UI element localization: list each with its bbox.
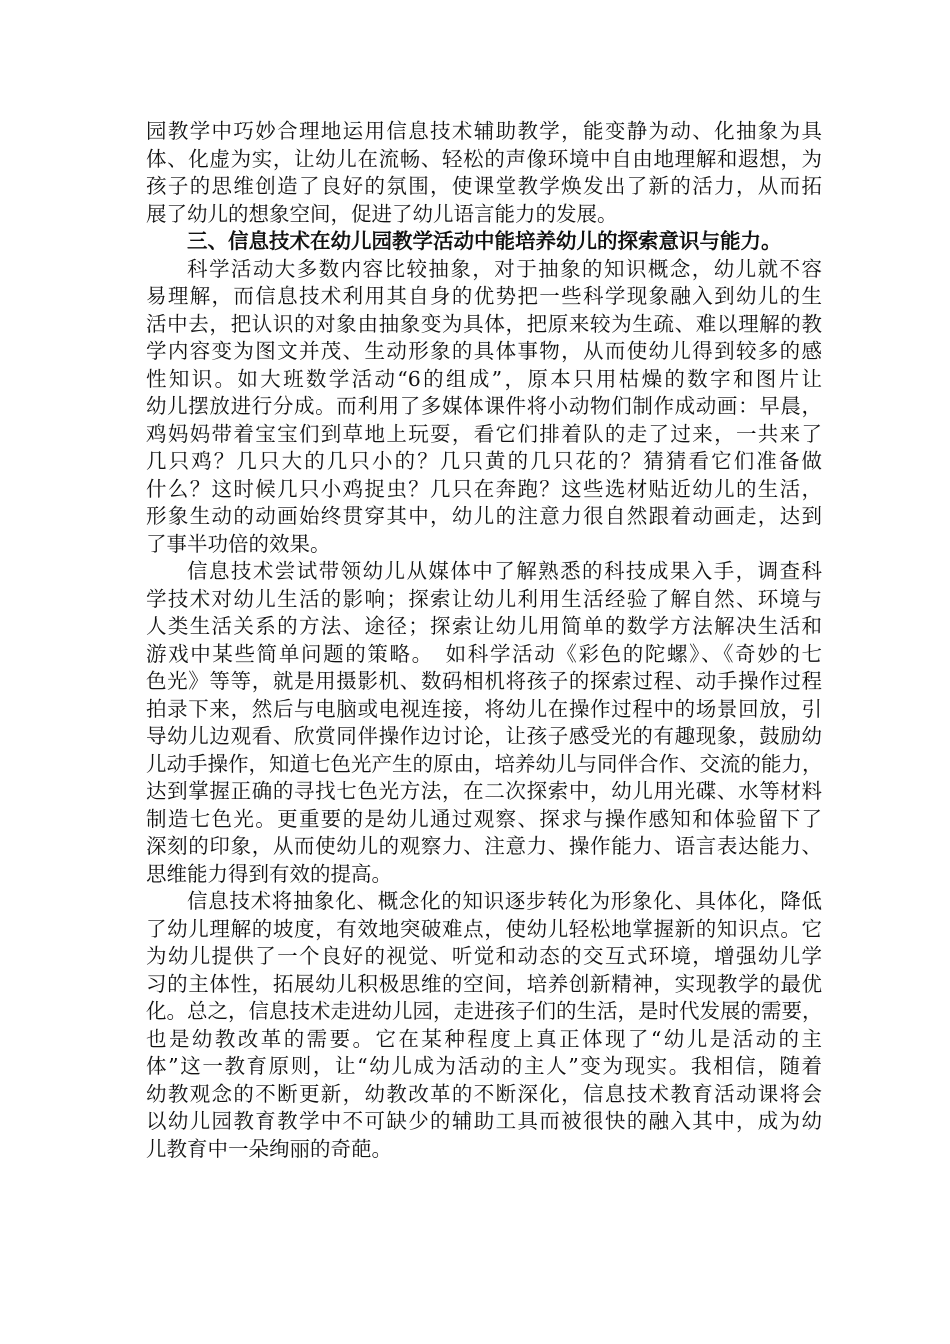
text-line: 学技术对幼儿生活的影响；探索让幼儿利用生活经验了解自然、环境与: [146, 586, 822, 611]
text-line: 也是幼教改革的需要。它在某种程度上真正体现了“幼儿是活动的主: [146, 1026, 822, 1051]
text-line: 孩子的思维创造了良好的氛围，使课堂教学焕发出了新的活力，从而拓: [146, 174, 822, 198]
text-line: 为幼儿提供了一个良好的视觉、听觉和动态的交互式环境，增强幼儿学: [146, 944, 822, 968]
paragraph-science-activity: [146, 256, 822, 559]
text-line: 儿教育中一朵绚丽的奇葩。: [146, 1136, 392, 1161]
text-line: 科学活动大多数内容比较抽象，对于抽象的知识概念，幼儿就不容: [187, 256, 822, 281]
text-line: 活中去，把认识的对象由抽象变为具体，把原来较为生疏、难以理解的教: [146, 311, 822, 336]
paragraph-exploration: [146, 558, 822, 888]
text-line: 园教学中巧妙合理地运用信息技术辅助教学，能变静为动、化抽象为具: [146, 119, 822, 143]
text-line: 思维能力得到有效的提高。: [146, 861, 392, 886]
text-line: 体、化虚为实，让幼儿在流畅、轻松的声像环境中自由地理解和遐想，为: [146, 146, 822, 171]
text-line: 了幼儿理解的坡度，有效地突破难点，使幼儿轻松地掌握新的知识点。它: [146, 916, 822, 941]
document-page: [146, 118, 822, 1163]
text-line: 了事半功倍的效果。: [146, 531, 331, 556]
text-line: 习的主体性，拓展幼儿积极思维的空间，培养创新精神，实现教学的最优: [146, 971, 822, 996]
text-line: 达到掌握正确的寻找七色光方法，在二次探索中，幼儿用光碟、水等材料: [146, 779, 822, 803]
text-line: 导幼儿边观看、欣赏同伴操作边讨论，让孩子感受光的有趣现象，鼓励幼: [146, 724, 822, 748]
text-line: 学内容变为图文并茂、生动形象的具体事物，从而使幼儿得到较多的感: [146, 339, 822, 363]
text-line: 展了幼儿的想象空间，促进了幼儿语言能力的发展。: [146, 201, 618, 226]
section-heading: 三、信息技术在幼儿园教学活动中能培养幼儿的探索意识与能力。: [187, 229, 782, 253]
text-line: 幼儿摆放进行分成。而利用了多媒体课件将小动物们制作成动画：早晨，: [146, 394, 822, 418]
text-line: 色光》等等，就是用摄影机、数码相机将孩子的探索过程、动手操作过程: [146, 669, 822, 693]
text-line: 化。总之，信息技术走进幼儿园，走进孩子们的生活，是时代发展的需要，: [146, 999, 823, 1023]
text-line: 游戏中某些简单问题的策略。 如科学活动《彩色的陀螺》、《奇妙的七: [146, 641, 822, 666]
text-line: 体”这一教育原则，让“幼儿成为活动的主人”变为现实。我相信，随着: [146, 1054, 822, 1078]
text-line: 儿动手操作，知道七色光产生的原由，培养幼儿与同伴合作、交流的能力，: [146, 751, 823, 776]
text-line: 信息技术将抽象化、概念化的知识逐步转化为形象化、具体化，降低: [187, 889, 822, 913]
text-line: 拍录下来，然后与电脑或电视连接，将幼儿在操作过程中的场景回放，引: [146, 696, 822, 721]
text-line: 人类生活关系的方法、途径；探索让幼儿用简单的数学方法解决生活和: [146, 614, 822, 638]
paragraph-intro: [146, 118, 822, 228]
paragraph-conclusion: [146, 888, 822, 1163]
text-line: 以幼儿园教育教学中不可缺少的辅助工具而被很快的融入其中，成为幼: [146, 1109, 822, 1133]
text-line: 制造七色光。更重要的是幼儿通过观察、探求与操作感知和体验留下了: [146, 806, 822, 831]
text-line: 信息技术尝试带领幼儿从媒体中了解熟悉的科技成果入手，调查科: [187, 559, 822, 583]
text-line: 鸡妈妈带着宝宝们到草地上玩耍，看它们排着队的走了过来，一共来了: [146, 421, 822, 446]
text-line: 性知识。如大班数学活动“6的组成”，原本只用枯燥的数字和图片让: [146, 366, 822, 391]
text-line: 深刻的印象，从而使幼儿的观察力、注意力、操作能力、语言表达能力、: [146, 834, 822, 858]
text-line: 什么？这时候几只小鸡捉虫？几只在奔跑？这些选材贴近幼儿的生活，: [146, 476, 822, 501]
text-line: 易理解，而信息技术利用其自身的优势把一些科学现象融入到幼儿的生: [146, 284, 822, 308]
text-line: 几只鸡？几只大的几只小的？几只黄的几只花的？猜猜看它们准备做: [146, 449, 822, 473]
text-line: 形象生动的动画始终贯穿其中，幼儿的注意力很自然跟着动画走，达到: [146, 504, 822, 528]
text-line: 幼教观念的不断更新，幼教改革的不断深化，信息技术教育活动课将会: [146, 1081, 822, 1106]
